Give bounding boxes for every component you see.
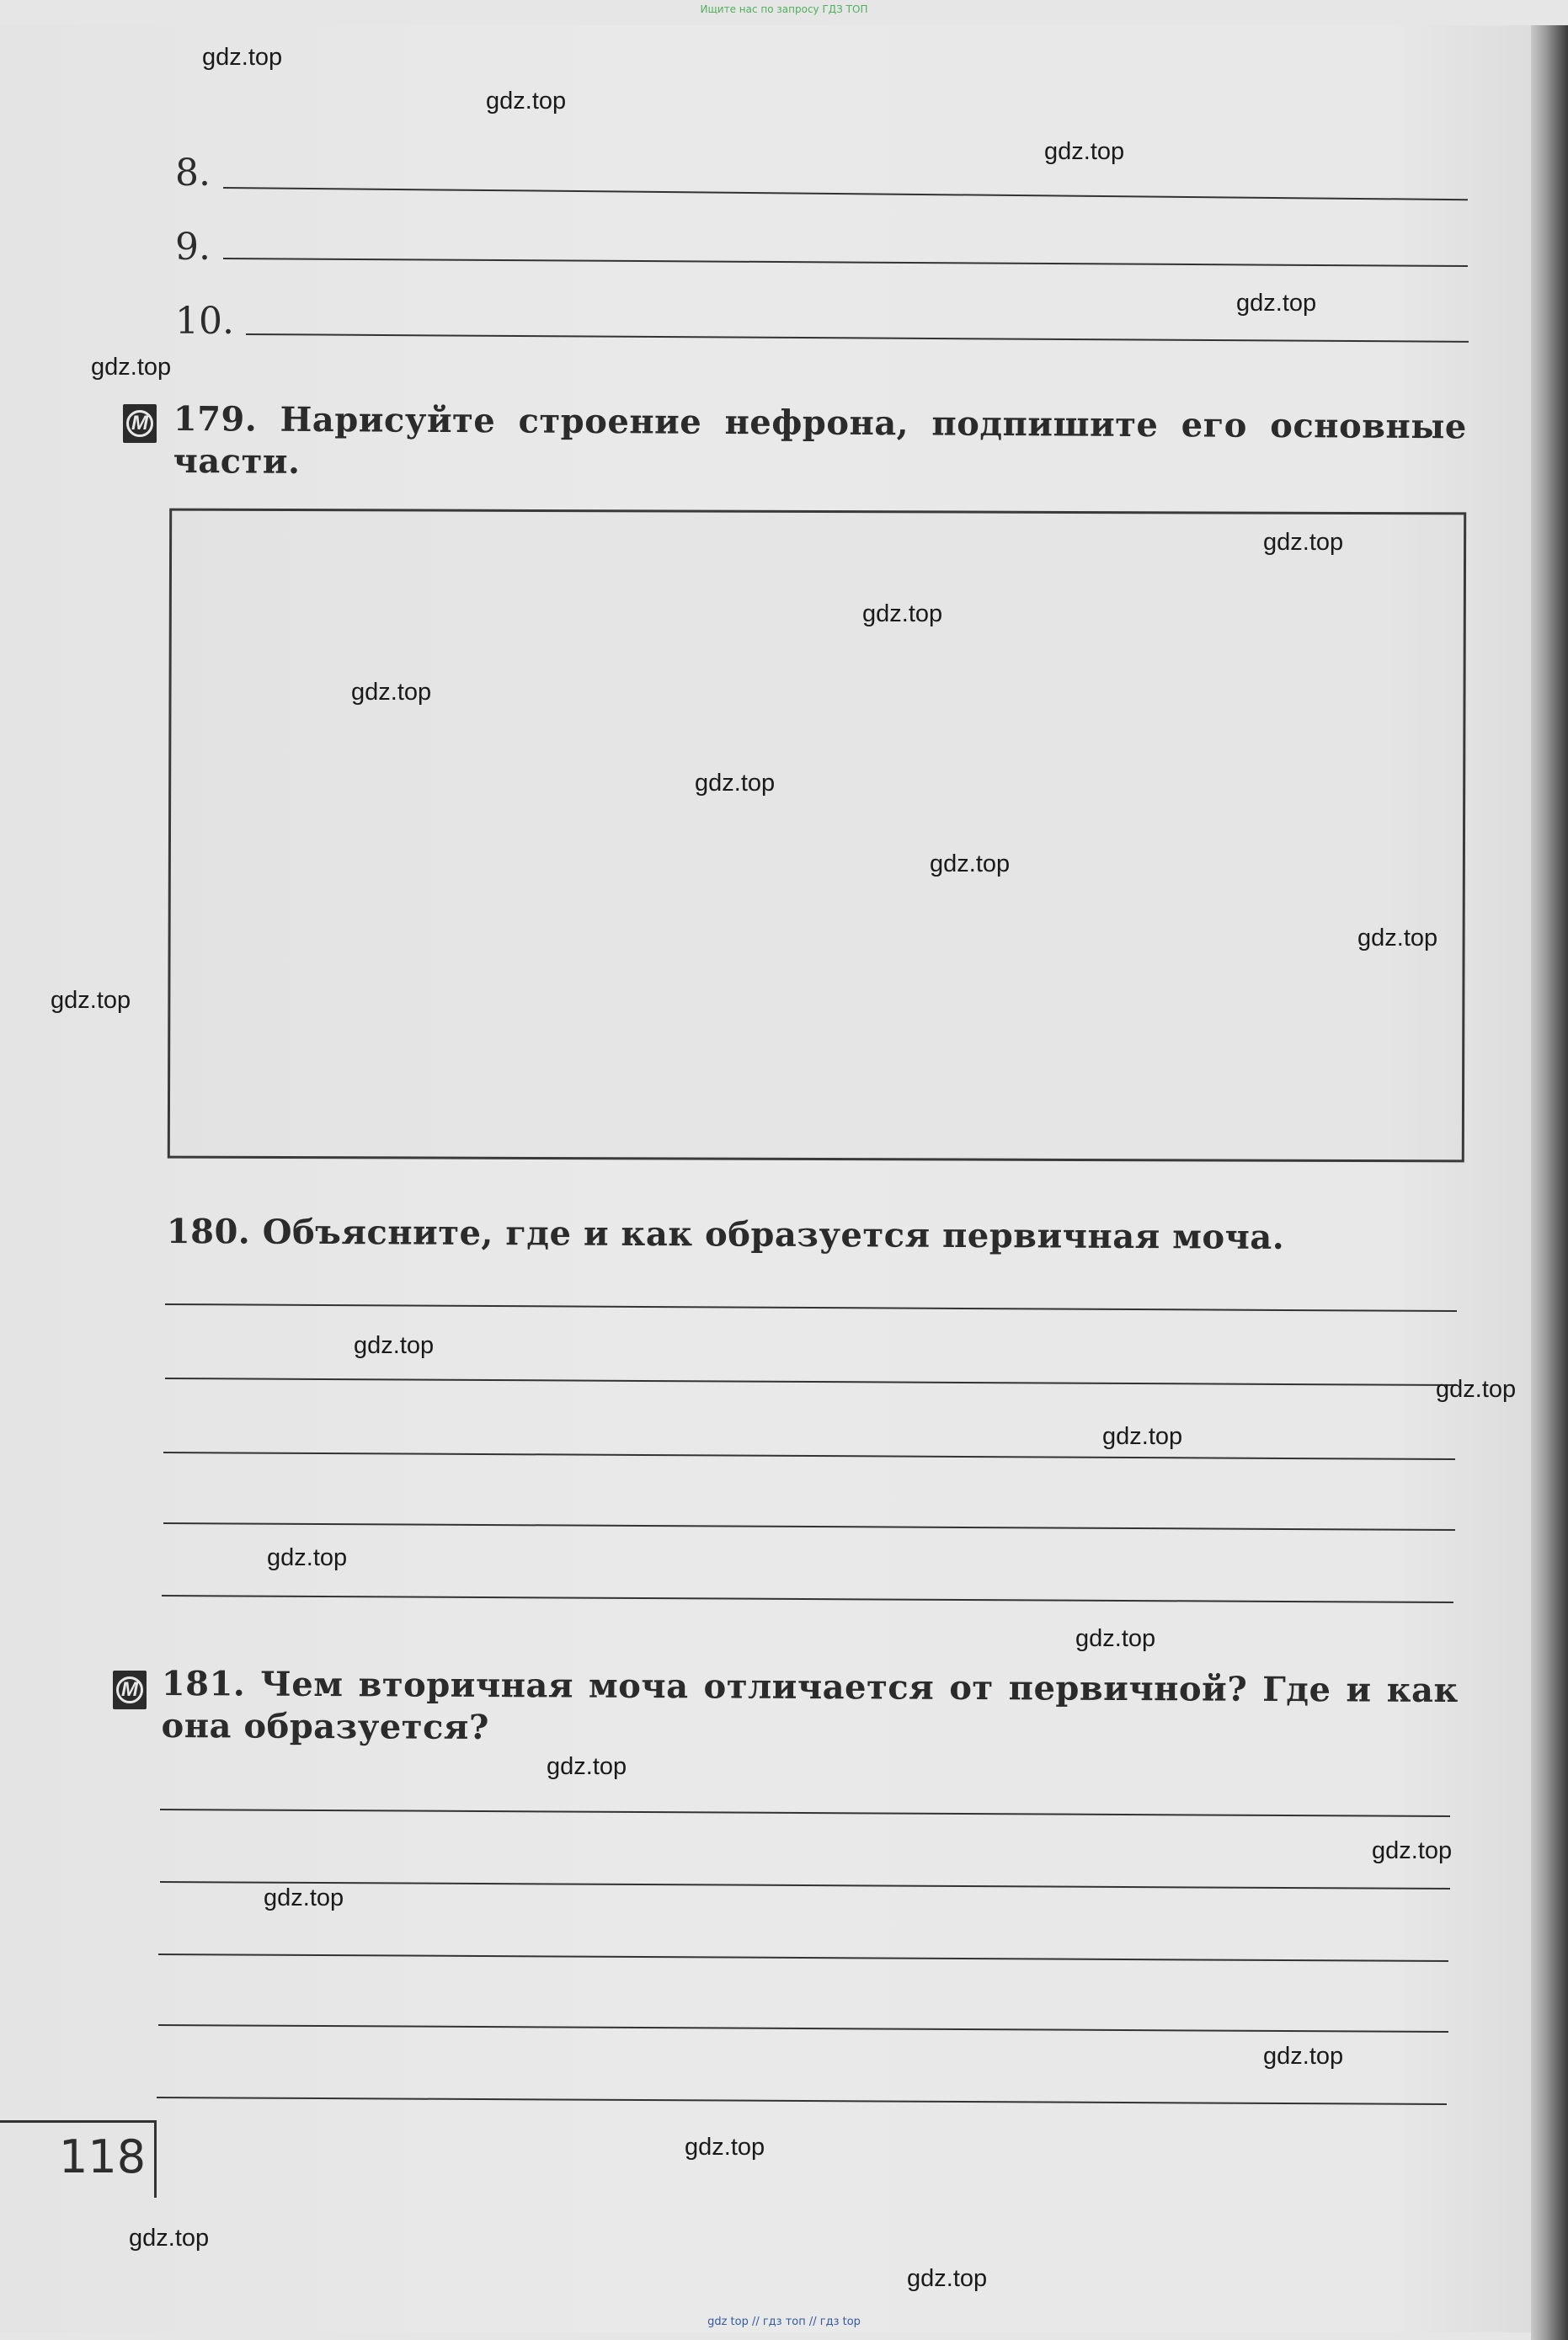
line-number: 10. [175, 300, 234, 343]
task-180-text: 180. Объясните, где и как образуется первичная моча. [166, 1212, 1285, 1257]
watermark: gdz.top [547, 1753, 627, 1780]
watermark: gdz.top [862, 600, 943, 627]
watermark: gdz.top [267, 1544, 348, 1571]
line-number: 8. [175, 152, 211, 195]
watermark: gdz.top [685, 2134, 765, 2161]
watermark: gdz.top [202, 44, 283, 71]
top-banner: Ищите нас по запросу ГДЗ ТОП [700, 3, 868, 15]
watermark: gdz.top [1357, 925, 1438, 951]
watermark: gdz.top [1044, 138, 1125, 165]
watermark: gdz.top [1236, 290, 1317, 317]
page-number-frame [0, 2120, 157, 2123]
watermark: gdz.top [91, 354, 172, 381]
page-number-frame [154, 2120, 157, 2198]
workbook-page [0, 25, 1541, 2332]
line-number: 9. [175, 226, 211, 269]
watermark: gdz.top [51, 987, 131, 1014]
watermark: gdz.top [1372, 1837, 1453, 1864]
watermark: gdz.top [1102, 1423, 1183, 1450]
answer-line-9 [175, 226, 1472, 285]
watermark: gdz.top [1263, 2043, 1344, 2070]
page-number: 118 [59, 2130, 147, 2183]
drawing-area[interactable] [168, 509, 1466, 1163]
watermark: gdz.top [1436, 1376, 1517, 1403]
watermark: gdz.top [695, 770, 776, 797]
watermark: gdz.top [1075, 1625, 1156, 1652]
watermark: gdz.top [264, 1884, 344, 1911]
watermark: gdz.top [351, 679, 432, 706]
watermark: gdz.top [486, 88, 567, 115]
bottom-banner: gdz top // гдз топ // гдз top [707, 2316, 861, 2328]
task-179-text: 179. Нарисуйте строение нефрона, подпишите его основные части. [173, 398, 1467, 482]
task-181-text: 181. Чем вторичная моча отличается от первичной? Где и как она образуется? [161, 1664, 1459, 1748]
watermark: gdz.top [129, 2225, 210, 2252]
answer-line-8 [175, 152, 1472, 211]
method-m-icon: М [123, 404, 157, 443]
watermark: gdz.top [354, 1332, 435, 1359]
method-m-icon: М [113, 1671, 147, 1709]
book-spine-shadow [1531, 25, 1568, 2340]
watermark: gdz.top [907, 2265, 988, 2292]
watermark: gdz.top [930, 850, 1011, 877]
watermark: gdz.top [1263, 529, 1344, 556]
